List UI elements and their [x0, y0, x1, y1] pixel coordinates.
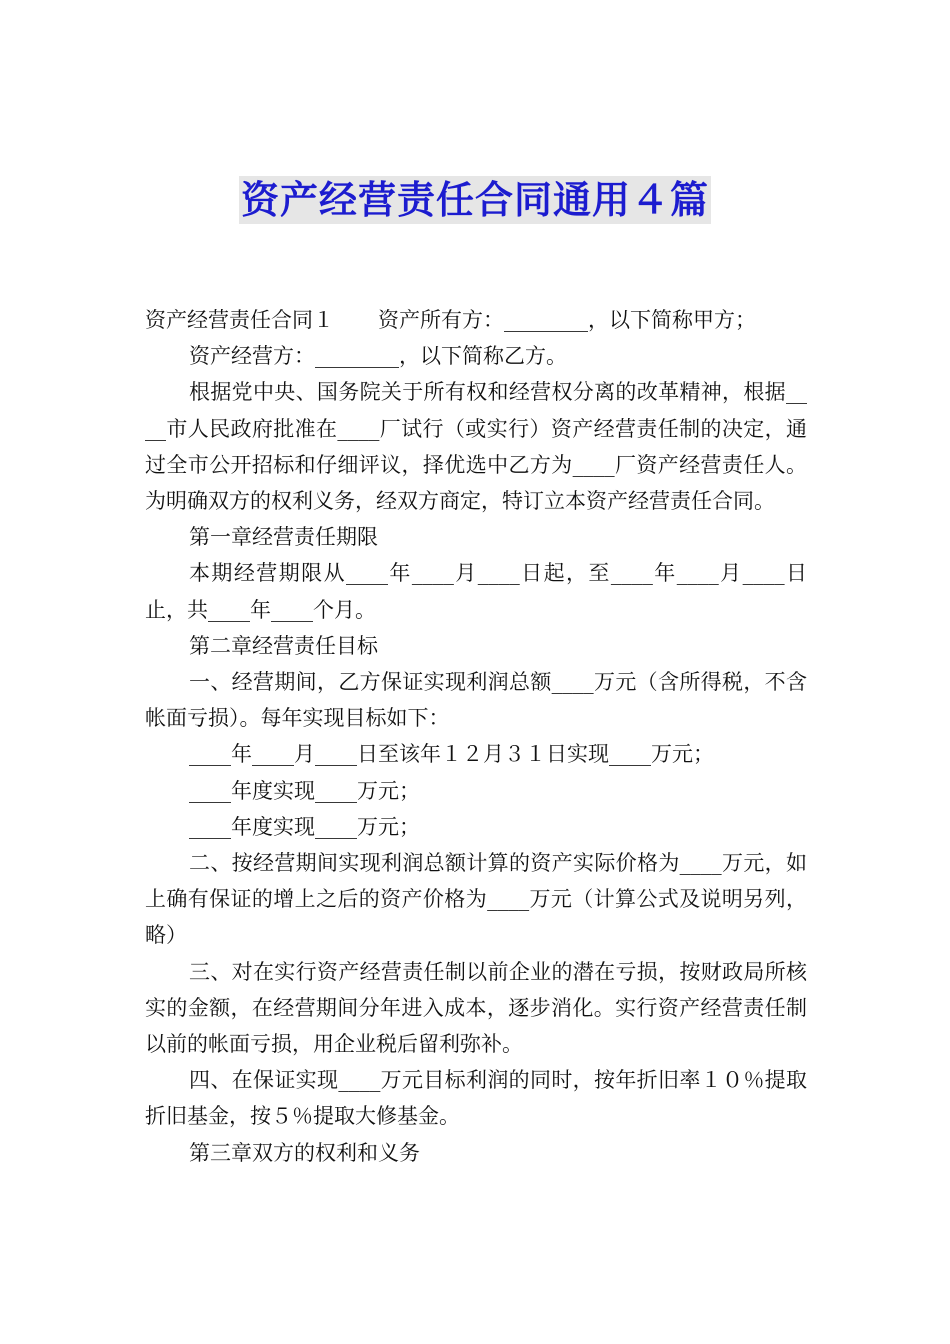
- paragraph: 资产经营方：________，以下简称乙方。: [189, 344, 567, 369]
- paragraph: 二、按经营期间实现利润总额计算的资产实际价格为____万元，如上确有保证的增上之后的资产价格为____万元（计算公式及说明另列，略）: [145, 851, 807, 948]
- chapter-heading: 第二章经营责任目标: [189, 633, 378, 658]
- paragraph: ____年度实现____万元；: [189, 814, 420, 839]
- paragraph: 三、对在实行资产经营责任制以前企业的潜在亏损，按财政局所核实的金额，在经营期间分年进入成本，逐步消化。实行资产经营责任制以前的帐面亏损，用企业税后留利弥补。: [145, 959, 807, 1057]
- chapter-heading: 第三章双方的权利和义务: [189, 1140, 420, 1165]
- paragraph: ____年度实现____万元；: [189, 778, 420, 803]
- owner-party-line: 资产所有方：________，以下简称甲方；: [378, 308, 756, 332]
- document-body: [145, 302, 807, 1171]
- paragraph-intro: [145, 302, 807, 338]
- paragraph: 四、在保证实现____万元目标利润的同时，按年折旧率１０％提取折旧基金，按５％提取大修基金。: [145, 1068, 807, 1129]
- contract-label: 资产经营责任合同１: [145, 308, 334, 332]
- paragraph: ____年____月____日至该年１２月３１日实现____万元；: [189, 742, 714, 767]
- paragraph: 一、经营期间，乙方保证实现利润总额____万元（含所得税，不含帐面亏损）。每年实现目标如下：: [145, 670, 807, 731]
- paragraph: 根据党中央、国务院关于所有权和经营权分离的改革精神，根据____市人民政府批准在____厂试行（或实行）资产经营责任制的决定，通过全市公开招标和仔细评议，择优选中乙方为____厂资产经营责任人。为明确双方的权利义务，经双方商定，特订立本资产经营责任合同。: [145, 380, 807, 514]
- paragraph: 本期经营期限从____年____月____日起，至____年____月____日止，共____年____个月。: [145, 561, 807, 622]
- document-title: 资产经营责任合同通用４篇: [240, 178, 709, 222]
- chapter-heading: 第一章经营责任期限: [189, 525, 378, 550]
- title-container: [0, 176, 950, 224]
